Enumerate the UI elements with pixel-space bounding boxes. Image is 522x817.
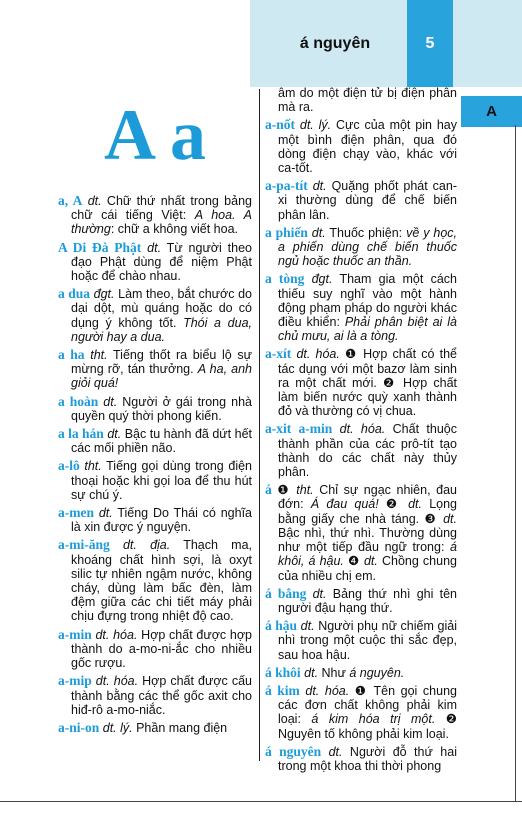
part-of-speech: dt. địa. [122, 538, 171, 553]
dictionary-entry-a-hau [265, 619, 457, 662]
definition-text: Hợp chất được cấu thành bằng các thể gốc axit cho hiđ-rô a-mo-niắc. [71, 674, 252, 717]
part-of-speech: dt. lý. [299, 118, 332, 133]
dictionary-entry-a-phien [265, 226, 457, 269]
headword: a-men [58, 505, 94, 521]
dictionary-entry-a [265, 483, 457, 582]
headword: a-ni-on [58, 719, 100, 735]
dictionary-entry-a-lo [58, 459, 252, 502]
definition-text: Chữ thứ nhất trong bảng chữ cái tiếng Việt: [71, 194, 252, 223]
part-of-speech: tht. [84, 459, 102, 474]
definition-text: ❶ [271, 483, 297, 498]
definition-text: Bảng thứ nhì ghi tên người đậu hạng thứ. [278, 586, 457, 615]
part-of-speech: dt. [311, 225, 326, 240]
definition-text: ❷ Nguyên tố không phải kim loại. [278, 712, 457, 741]
page-number: 5 [407, 0, 453, 87]
example-text: dt. [363, 554, 378, 569]
part-of-speech: dt. lý. [102, 720, 133, 735]
dictionary-entry-a-hoan [58, 395, 252, 423]
headword: a hoàn [58, 393, 99, 409]
column-divider [259, 89, 260, 761]
part-of-speech: dt. hóa. [339, 422, 386, 437]
section-letter-heading: A a [103, 95, 207, 175]
dictionary-entry-a-pa-tit [265, 179, 457, 222]
page-edge-line [515, 125, 516, 801]
example-text: á kim hóa trị một. [311, 712, 436, 727]
headword: á nguyên [265, 743, 322, 759]
headword: a-xit a-min [265, 421, 333, 437]
headword: á bẳng [265, 585, 307, 601]
dictionary-entry-a-xit-a-min [265, 422, 457, 479]
dictionary-entry-a-ni-on [58, 721, 252, 735]
part-of-speech: đgt. [93, 287, 115, 302]
example-text: Phải phân biệt ai là chủ mưu, ai là a tòng. [278, 315, 457, 344]
definition-text: Làm theo, bắt chước do dại dột, mù quáng hoặc do có dụng ý không tốt. [71, 287, 252, 330]
definition-text: ❶ Tên gọi chung các đơn chất không phải kim loại: [278, 683, 457, 727]
definition-text: Bậc nhì, thứ nhì. Thường dùng như một tiếp đầu ngữ trong: [278, 525, 457, 555]
headword: a la hán [58, 426, 104, 442]
definition-text: Lọng bằng giấy che nhà táng. ❸ [278, 497, 457, 526]
definition-text: Thạch ma, khoáng chất hình sợi, là oxyt silic tự nhiên ngậm nước, không cháy, dùng làm bấc đèn, làm đệm giữa các chi tiết máy phải chịu đựng trong nhiệt độ cao. [71, 538, 252, 624]
example-text: á khôi, á hậu. [278, 540, 457, 569]
headword: a-mip [58, 673, 92, 689]
part-of-speech: dt. [87, 194, 102, 208]
headword: a-nốt [265, 117, 295, 133]
dictionary-entry-a-di-da-phat [58, 241, 252, 284]
part-of-speech: dt. [147, 240, 162, 255]
example-text: Á đau quá! [310, 497, 379, 512]
dictionary-entry-a-khoi [265, 666, 457, 680]
part-of-speech: dt. [328, 744, 343, 759]
definition-text: Tham gia một cách thiếu suy nghĩ vào một hành động phạm pháp do người khác điều khiển: [278, 272, 457, 330]
example-text: về y học, a phiến dùng chế biến thuốc ngủ hoặc thuốc an thần. [278, 225, 457, 269]
part-of-speech: dt. [304, 665, 319, 680]
headword: A Di Đà Phật [58, 239, 142, 255]
definition-text: Quặng phốt phát can-xi thường dùng để chế biến phân lân. [278, 179, 457, 222]
definition-text: Người đỗ thứ hai trong một khoa thi thời phong [278, 744, 457, 773]
headword: a-pa-tít [265, 178, 308, 194]
definition-text: ❶ Hợp chất có thể tác dụng với một bazơ làm sinh ra một chất mới. ❷ Hợp chất làm biến nước quỳ xanh thành đỏ và thường có vị chua. [278, 347, 458, 419]
part-of-speech: dt. hóa. [296, 347, 340, 362]
dictionary-entry-a-min [58, 628, 252, 671]
example-text: dt. [443, 511, 457, 526]
dictionary-entry-a-xit [265, 347, 457, 418]
definition-text: Chất thuộc thành phần của các prô-tít tạo thành do các chất này thủy phân. [278, 422, 457, 480]
part-of-speech: dt. hóa. [305, 683, 350, 698]
definition-text: Tiếng thốt ra biểu lộ sự mừng rỡ, tán thưởng. [71, 348, 252, 377]
definition-text: Người ở gái trong nhà quyền quý thời phong kiến. [71, 394, 252, 423]
definition-text: Bậc tu hành đã dứt hết các mối phiền não. [71, 427, 252, 456]
headword: á khôi [265, 664, 301, 680]
part-of-speech: dt. [300, 619, 315, 634]
part-of-speech: dt. [103, 394, 118, 409]
continued-definition: âm do một điện tử bị điện phân mà ra. [278, 86, 457, 115]
definition-text: Thuốc phiện: [325, 225, 407, 240]
dictionary-entry-a-not [265, 118, 457, 175]
headword: a ha [58, 347, 85, 363]
definition-text: Người phụ nữ chiếm giải nhì trong một cuộc thi sắc đẹp, sau hoa hậu. [278, 619, 457, 662]
example-text: tht. [296, 483, 314, 498]
definition-text: ❹ [343, 554, 364, 569]
headword: a tòng [265, 271, 305, 287]
right-column [265, 86, 457, 777]
headword: a-xít [265, 346, 292, 362]
definition-text: Phần mang điện [132, 720, 228, 735]
definition-text: Hợp chất được hợp thành do a-mo-ni-ắc cho nhiều gốc rượu. [71, 627, 252, 671]
example-text: á nguyên. [349, 665, 405, 680]
dictionary-entry-a-bang [265, 587, 457, 615]
bottom-rule [0, 801, 522, 802]
definition-text: Từ người theo đạo Phật dùng để niệm Phật hoặc để chào nhau. [71, 240, 252, 284]
left-column [58, 194, 252, 739]
definition-text: Tiếng Do Thái có nghĩa là xin được ý nguyện. [71, 506, 252, 535]
definition-text: Cực của một pin hay một bình điện phân, qua đó dòng điện chạy vào, khác với ca-tốt. [278, 118, 457, 176]
definition-text: Chỉ sự ngạc nhiên, đau đớn: [278, 483, 457, 512]
example-text: dt. [408, 497, 422, 512]
example-text: Thói a dua, người hay a dua. [71, 315, 252, 344]
dictionary-entry-a-kim [265, 684, 457, 741]
part-of-speech: dt. hóa. [95, 674, 139, 689]
example-text: A ha, anh giỏi quá! [71, 362, 252, 391]
dictionary-entry-a-ha [58, 348, 252, 391]
dictionary-entry-a-la-han [58, 427, 252, 455]
headword: á kim [265, 682, 300, 698]
dictionary-entry-a-dua [58, 287, 252, 344]
headword: a dua [58, 286, 91, 302]
definition-text: ❷ [378, 497, 409, 512]
headword: á hậu [265, 618, 298, 634]
headword: a-mi-ăng [58, 537, 110, 553]
dictionary-entry-a-mi-ang [58, 538, 252, 623]
dictionary-entry-a-tong [265, 272, 457, 343]
part-of-speech: dt. [107, 427, 122, 442]
running-head: á nguyên [299, 34, 371, 52]
letter-thumb-tab: A [461, 96, 522, 127]
headword: a-min [58, 626, 92, 642]
part-of-speech: dt. hóa. [95, 627, 138, 642]
headword: a, A [58, 193, 83, 208]
part-of-speech: đgt. [311, 272, 333, 287]
definition-text: Như [318, 665, 350, 680]
part-of-speech: dt. [98, 506, 113, 521]
definition-text: : chữ a không viết hoa. [110, 222, 239, 237]
part-of-speech: dt. [312, 179, 327, 194]
dictionary-entry-a-men [58, 506, 252, 534]
dictionary-entry-a-mip [58, 674, 252, 717]
headword: á [265, 482, 272, 498]
definition-text: Chồng chung của nhiều chị em. [278, 554, 457, 583]
definition-text: Tiếng gọi dùng trong điện thoại hoặc khi gọi loa để thu hút sự chú ý. [71, 459, 252, 502]
headword: a-lô [58, 458, 80, 474]
part-of-speech: tht. [90, 348, 108, 363]
headword: a phiến [265, 224, 308, 240]
dictionary-entry-a-a [58, 194, 252, 237]
dictionary-entry-a-nguyen [265, 745, 457, 773]
example-text: A hoa. A thường [71, 208, 252, 237]
part-of-speech: dt. [312, 586, 327, 601]
